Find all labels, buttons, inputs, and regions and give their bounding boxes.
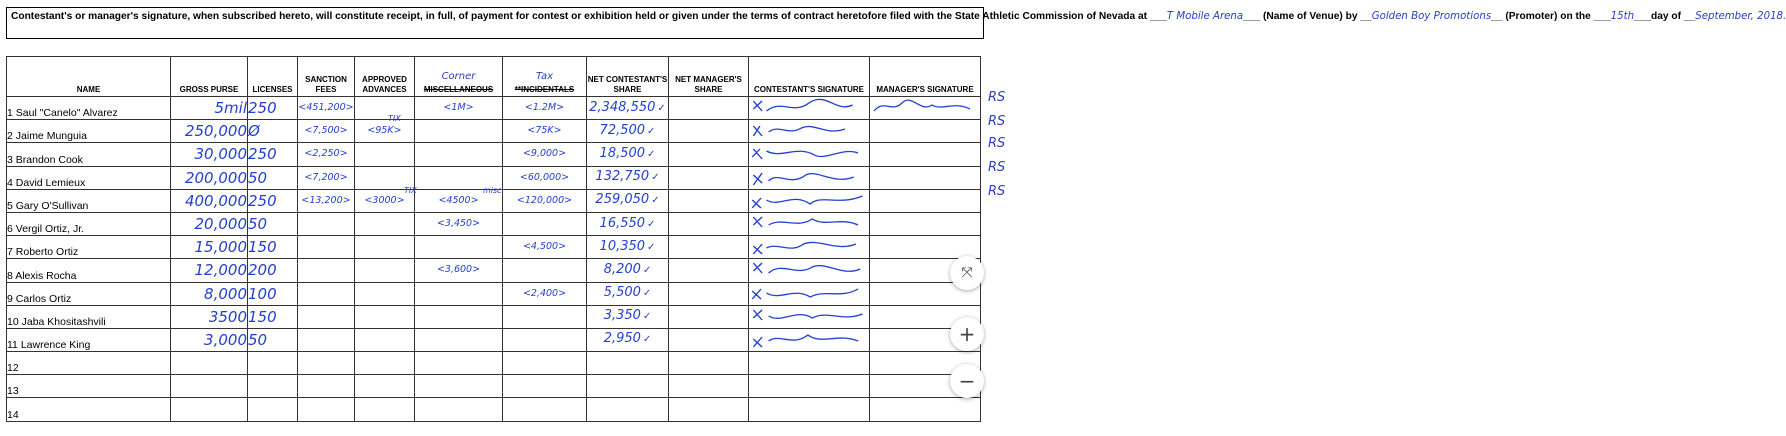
sanction-fee-cell xyxy=(298,305,355,328)
check-mark-icon: ✓ xyxy=(647,148,656,160)
side-initials-3: RS xyxy=(988,136,1006,151)
tix-note-row2: TIX xyxy=(388,114,401,123)
handwritten-value: <60,000> xyxy=(519,171,570,183)
name-cell xyxy=(7,305,171,328)
misc-note-row5: misc xyxy=(483,186,502,195)
side-initials-4: RS xyxy=(988,160,1006,175)
col-licenses: LICENSES xyxy=(248,57,298,97)
sanction-fee-cell xyxy=(298,352,355,375)
handwritten-value: 200,000 xyxy=(184,168,247,187)
miscellaneous-cell xyxy=(415,236,503,259)
sanction-fee-cell xyxy=(298,97,355,120)
table-row xyxy=(7,282,981,305)
check-mark-icon: ✓ xyxy=(642,264,652,276)
net-manager-share-cell xyxy=(669,97,749,120)
promoter-value: Golden Boy Promotions xyxy=(1371,11,1492,22)
contestant-name: Vergil Ortiz, Jr. xyxy=(15,223,85,236)
check-mark-icon: ✓ xyxy=(657,102,666,114)
col-net-manager-share: NET MANAGER'S SHARE xyxy=(669,57,749,97)
contestant-signature-cell xyxy=(749,282,870,305)
row-number: 10 xyxy=(7,315,19,328)
incidentals-cell xyxy=(503,375,587,398)
sanction-fee-cell xyxy=(298,143,355,166)
row-number: 2 xyxy=(7,130,13,143)
check-mark-icon: ✓ xyxy=(651,172,660,184)
gross-purse-cell xyxy=(171,398,248,421)
handwritten-value: 15,000 xyxy=(194,238,247,257)
manager-signature-cell xyxy=(870,97,981,120)
handwritten-value: 12,000 xyxy=(194,261,247,280)
net-manager-share-cell xyxy=(669,143,749,166)
miscellaneous-cell xyxy=(415,97,503,120)
sanction-fee-cell xyxy=(298,398,355,421)
handwritten-value: 8,000 xyxy=(204,284,247,303)
incidentals-cell xyxy=(503,120,587,143)
signature-scrawl xyxy=(749,236,869,258)
venue-value: T Mobile Arena xyxy=(1166,11,1244,22)
sanction-fee-cell xyxy=(298,282,355,305)
net-manager-share-cell xyxy=(669,166,749,189)
approved-advance-cell xyxy=(355,143,415,166)
handwritten-value: 200 xyxy=(248,261,277,280)
handwritten-value: 259,050 ✓ xyxy=(595,192,660,208)
handwritten-value: <451,200> xyxy=(298,102,354,114)
gross-purse-cell xyxy=(171,212,248,235)
license-cell xyxy=(248,282,298,305)
miscellaneous-cell xyxy=(415,259,503,282)
handwritten-value: 3500 xyxy=(208,307,247,326)
manager-signature-cell xyxy=(870,212,981,235)
handwritten-value: 132,750 ✓ xyxy=(595,169,660,185)
gross-purse-cell xyxy=(171,120,248,143)
check-mark-icon: ✓ xyxy=(647,218,656,230)
signature-scrawl xyxy=(749,283,869,305)
preamble-text: Contestant's or manager's signature, when subscribed hereto, will constitute receipt, in full, of payment for contest or exhibition held or given under the terms of contract heretofore filed with the State Athletic Commission of Nevada at xyxy=(11,11,1148,22)
table-row xyxy=(7,398,981,421)
miscellaneous-cell xyxy=(415,352,503,375)
col-manager-signature: MANAGER'S SIGNATURE xyxy=(870,57,981,97)
name-cell xyxy=(7,189,171,212)
table-row xyxy=(7,305,981,328)
sanction-fee-cell xyxy=(298,259,355,282)
net-contestant-share-cell xyxy=(587,375,669,398)
col-sanction-fees: SANCTION FEES xyxy=(298,57,355,97)
gross-purse-cell xyxy=(171,236,248,259)
incidentals-cell xyxy=(503,398,587,421)
handwritten-value: <4,500> xyxy=(522,241,567,253)
sanction-fee-cell xyxy=(298,120,355,143)
handwritten-value: 18,500 ✓ xyxy=(599,145,656,161)
contestant-name: Brandon Cook xyxy=(15,153,83,166)
manager-signature-cell xyxy=(870,120,981,143)
handwritten-value: Ø xyxy=(248,122,260,141)
col-approved-advances: APPROVED ADVANCES xyxy=(355,57,415,97)
handwritten-value: 5,500 ✓ xyxy=(603,285,652,301)
license-cell xyxy=(248,143,298,166)
table-row xyxy=(7,97,981,120)
signature-scrawl xyxy=(749,259,869,281)
handwritten-value: <7,200> xyxy=(304,171,348,183)
name-cell xyxy=(7,352,171,375)
contestant-name: Saul "Canelo" Alvarez xyxy=(15,107,118,120)
contestant-signature-cell xyxy=(749,97,870,120)
col-contestant-signature: CONTESTANT'S SIGNATURE xyxy=(749,57,870,97)
name-cell xyxy=(7,259,171,282)
approved-advance-cell xyxy=(355,352,415,375)
handwritten-value: <3,450> xyxy=(436,218,481,230)
sanction-fee-cell xyxy=(298,189,355,212)
gross-purse-cell xyxy=(171,166,248,189)
table-row xyxy=(7,328,981,351)
net-contestant-share-cell xyxy=(587,166,669,189)
miscellaneous-cell xyxy=(415,398,503,421)
row-number: 8 xyxy=(7,269,13,282)
handwritten-value: 5mil xyxy=(214,99,247,118)
net-manager-share-cell xyxy=(669,120,749,143)
manager-signature-cell xyxy=(870,143,981,166)
net-manager-share-cell xyxy=(669,236,749,259)
net-contestant-share-cell xyxy=(587,282,669,305)
net-manager-share-cell xyxy=(669,328,749,351)
handwritten-value: <1M> xyxy=(443,102,474,114)
contestant-name: Roberto Ortiz xyxy=(15,246,79,259)
col-gross-purse: GROSS PURSE xyxy=(171,57,248,97)
signature-scrawl xyxy=(749,167,869,189)
check-mark-icon: ✓ xyxy=(642,288,652,300)
signature-scrawl xyxy=(749,97,869,119)
contestant-signature-cell xyxy=(749,328,870,351)
net-manager-share-cell xyxy=(669,352,749,375)
net-contestant-share-cell xyxy=(587,120,669,143)
contestant-name: Carlos Ortiz xyxy=(15,292,72,305)
contestant-signature-cell xyxy=(749,143,870,166)
license-cell xyxy=(248,328,298,351)
incidentals-cell xyxy=(503,305,587,328)
side-initials-1: RS xyxy=(988,90,1006,105)
contestant-signature-cell xyxy=(749,120,870,143)
promoter-label: (Promoter) on the xyxy=(1505,11,1591,22)
net-contestant-share-cell xyxy=(587,189,669,212)
net-manager-share-cell xyxy=(669,398,749,421)
contestant-name: Jaba Khositashvili xyxy=(21,315,106,328)
incidentals-cell xyxy=(503,236,587,259)
incidentals-cell xyxy=(503,97,587,120)
day-value: 15th xyxy=(1610,11,1635,22)
manager-signature-cell xyxy=(870,189,981,212)
gross-purse-cell xyxy=(171,352,248,375)
tix-note-row5: TIX xyxy=(404,186,417,195)
contestant-name: Jaime Munguia xyxy=(15,130,87,143)
miscellaneous-cell xyxy=(415,120,503,143)
check-mark-icon: ✓ xyxy=(642,311,652,323)
handwritten-value: 72,500 ✓ xyxy=(599,122,656,138)
handwritten-value: 2,348,550 ✓ xyxy=(589,99,666,115)
license-cell xyxy=(248,259,298,282)
miscellaneous-cell xyxy=(415,143,503,166)
license-cell xyxy=(248,375,298,398)
signature-scrawl xyxy=(749,329,869,351)
handwritten-value: 50 xyxy=(248,215,268,234)
header-row xyxy=(7,57,981,97)
handwritten-value: <120,000> xyxy=(516,194,573,206)
signature-scrawl xyxy=(749,143,869,165)
name-cell xyxy=(7,375,171,398)
row-number: 5 xyxy=(7,199,13,212)
license-cell xyxy=(248,189,298,212)
venue-label: (Name of Venue) by xyxy=(1262,11,1358,22)
gross-purse-cell xyxy=(171,375,248,398)
signature-scrawl xyxy=(870,97,980,119)
col-net-contestant-share: NET CONTESTANT'S SHARE xyxy=(587,57,669,97)
approved-advance-cell xyxy=(355,282,415,305)
handwritten-value: <13,200> xyxy=(301,194,351,206)
approved-advance-cell xyxy=(355,305,415,328)
handwritten-value: 250 xyxy=(248,99,277,118)
month-year-value: September, 2018. xyxy=(1695,11,1786,22)
check-mark-icon: ✓ xyxy=(651,195,660,207)
miscellaneous-cell xyxy=(415,282,503,305)
misc-handwritten-label: Corner xyxy=(441,71,476,82)
col-name: NAME xyxy=(7,57,171,97)
name-cell xyxy=(7,166,171,189)
side-initials-5: RS xyxy=(988,184,1006,199)
contestant-signature-cell xyxy=(749,259,870,282)
approved-advance-cell xyxy=(355,259,415,282)
gross-purse-cell xyxy=(171,97,248,120)
signature-scrawl xyxy=(749,213,869,235)
net-contestant-share-cell xyxy=(587,259,669,282)
handwritten-value: <2,250> xyxy=(304,148,348,160)
check-mark-icon: ✓ xyxy=(642,334,652,346)
incidentals-cell xyxy=(503,143,587,166)
fit-page-button[interactable]: ⤧ xyxy=(950,256,984,290)
manager-signature-cell xyxy=(870,398,981,421)
incidentals-cell xyxy=(503,189,587,212)
gross-purse-cell xyxy=(171,259,248,282)
miscellaneous-cell xyxy=(415,305,503,328)
row-number: 4 xyxy=(7,176,13,189)
purse-table xyxy=(6,56,981,422)
license-cell xyxy=(248,97,298,120)
license-cell xyxy=(248,166,298,189)
contestant-signature-cell xyxy=(749,305,870,328)
name-cell xyxy=(7,236,171,259)
handwritten-value: <1.2M> xyxy=(524,102,565,114)
contestant-signature-cell xyxy=(749,352,870,375)
col-incidentals xyxy=(503,57,587,97)
handwritten-value: <95K> xyxy=(367,125,402,137)
net-manager-share-cell xyxy=(669,305,749,328)
gross-purse-cell xyxy=(171,305,248,328)
net-contestant-share-cell xyxy=(587,398,669,421)
contestant-signature-cell xyxy=(749,189,870,212)
net-contestant-share-cell xyxy=(587,305,669,328)
net-manager-share-cell xyxy=(669,259,749,282)
net-contestant-share-cell xyxy=(587,212,669,235)
approved-advance-cell xyxy=(355,97,415,120)
row-number: 12 xyxy=(7,362,19,375)
contestant-signature-cell xyxy=(749,375,870,398)
name-cell xyxy=(7,398,171,421)
incidentals-cell xyxy=(503,328,587,351)
contestant-name: Gary O'Sullivan xyxy=(15,199,89,212)
contestant-name: Alexis Rocha xyxy=(15,269,77,282)
approved-advance-cell xyxy=(355,398,415,421)
row-number: 1 xyxy=(7,107,13,120)
license-cell xyxy=(248,120,298,143)
handwritten-value: 20,000 xyxy=(194,215,247,234)
handwritten-value: 250 xyxy=(248,191,277,210)
name-cell xyxy=(7,143,171,166)
net-contestant-share-cell xyxy=(587,143,669,166)
table-row xyxy=(7,259,981,282)
handwritten-value: <3,600> xyxy=(436,264,481,276)
net-contestant-share-cell xyxy=(587,352,669,375)
net-contestant-share-cell xyxy=(587,236,669,259)
sanction-fee-cell xyxy=(298,212,355,235)
handwritten-value: 250,000 xyxy=(184,122,247,141)
miscellaneous-cell xyxy=(415,212,503,235)
row-number: 13 xyxy=(7,385,19,398)
contestant-signature-cell xyxy=(749,398,870,421)
net-manager-share-cell xyxy=(669,212,749,235)
handwritten-value: <9,000> xyxy=(522,148,567,160)
row-number: 14 xyxy=(7,408,19,421)
handwritten-value: 150 xyxy=(248,238,277,257)
gross-purse-cell xyxy=(171,328,248,351)
handwritten-value: 16,550 ✓ xyxy=(599,215,656,231)
receipt-preamble: Contestant's or manager's signature, when subscribed hereto, will constitute receipt, in full, of payment for contest or exhibition held or given under the terms of contract heretofore filed with the State Athletic Commission of Nevada at ___T Mobile Arena___ (Name of Venue) by __Golden Boy Promotions__ (Promoter) on the ___15th___day of __September, 2018. xyxy=(6,7,984,39)
gross-purse-cell xyxy=(171,282,248,305)
handwritten-value: 10,350 ✓ xyxy=(599,238,656,254)
incidentals-handwritten-label: Tax xyxy=(535,71,554,82)
net-manager-share-cell xyxy=(669,375,749,398)
net-manager-share-cell xyxy=(669,282,749,305)
net-contestant-share-cell xyxy=(587,328,669,351)
table-row xyxy=(7,352,981,375)
gross-purse-cell xyxy=(171,189,248,212)
name-cell xyxy=(7,212,171,235)
handwritten-value: <75K> xyxy=(527,125,562,137)
handwritten-value: 3,000 xyxy=(204,330,247,349)
row-number: 7 xyxy=(7,246,13,259)
col-miscellaneous xyxy=(415,57,503,97)
zoom-out-button[interactable]: − xyxy=(950,364,984,398)
net-manager-share-cell xyxy=(669,189,749,212)
signature-scrawl xyxy=(749,120,869,142)
handwritten-value: 50 xyxy=(248,330,268,349)
signature-scrawl xyxy=(749,306,869,328)
gross-purse-cell xyxy=(171,143,248,166)
handwritten-value: 150 xyxy=(248,307,277,326)
signature-scrawl xyxy=(749,190,869,212)
check-mark-icon: ✓ xyxy=(647,125,656,137)
manager-signature-cell xyxy=(870,166,981,189)
sanction-fee-cell xyxy=(298,236,355,259)
handwritten-value: 30,000 xyxy=(194,145,247,164)
license-cell xyxy=(248,212,298,235)
handwritten-value: 250 xyxy=(248,145,277,164)
license-cell xyxy=(248,352,298,375)
side-initials-2: RS xyxy=(988,114,1006,129)
row-number: 11 xyxy=(7,339,18,352)
table-row xyxy=(7,120,981,143)
license-cell xyxy=(248,398,298,421)
contestant-name: Lawrence King xyxy=(20,339,91,352)
sanction-fee-cell xyxy=(298,328,355,351)
incidentals-cell xyxy=(503,282,587,305)
approved-advance-cell xyxy=(355,212,415,235)
handwritten-value: 8,200 ✓ xyxy=(603,261,652,277)
approved-advance-cell xyxy=(355,120,415,143)
sanction-fee-cell xyxy=(298,166,355,189)
name-cell xyxy=(7,282,171,305)
incidentals-cell xyxy=(503,212,587,235)
table-row xyxy=(7,375,981,398)
handwritten-value: 50 xyxy=(248,168,268,187)
approved-advance-cell xyxy=(355,328,415,351)
row-number: 9 xyxy=(7,292,13,305)
table-row xyxy=(7,143,981,166)
row-number: 3 xyxy=(7,153,13,166)
miscellaneous-cell xyxy=(415,328,503,351)
handwritten-value: <3000> xyxy=(364,194,405,206)
day-label: day of xyxy=(1651,11,1682,22)
row-number: 6 xyxy=(7,223,13,236)
net-contestant-share-cell xyxy=(587,97,669,120)
license-cell xyxy=(248,236,298,259)
handwritten-value: 3,350 ✓ xyxy=(603,308,652,324)
incidentals-cell xyxy=(503,259,587,282)
handwritten-value: 400,000 xyxy=(184,191,247,210)
name-cell xyxy=(7,97,171,120)
table-row xyxy=(7,212,981,235)
handwritten-value: <4500> xyxy=(438,194,479,206)
incidentals-cell xyxy=(503,166,587,189)
zoom-in-button[interactable]: + xyxy=(950,317,984,351)
contestant-name: David Lemieux xyxy=(15,176,86,189)
sanction-fee-cell xyxy=(298,375,355,398)
table-row xyxy=(7,236,981,259)
approved-advance-cell xyxy=(355,375,415,398)
handwritten-value: <7,500> xyxy=(304,125,348,137)
name-cell xyxy=(7,120,171,143)
handwritten-value: 2,950 ✓ xyxy=(603,331,652,347)
incidentals-printed-label: **INCIDENTALS xyxy=(514,85,575,94)
handwritten-value: <2,400> xyxy=(522,287,567,299)
contestant-signature-cell xyxy=(749,212,870,235)
miscellaneous-cell xyxy=(415,375,503,398)
incidentals-cell xyxy=(503,352,587,375)
handwritten-value: 100 xyxy=(248,284,277,303)
check-mark-icon: ✓ xyxy=(647,241,656,253)
contestant-signature-cell xyxy=(749,236,870,259)
name-cell xyxy=(7,328,171,351)
misc-printed-label: MISCELLANEOUS xyxy=(423,85,494,94)
contestant-signature-cell xyxy=(749,166,870,189)
license-cell xyxy=(248,305,298,328)
approved-advance-cell xyxy=(355,236,415,259)
